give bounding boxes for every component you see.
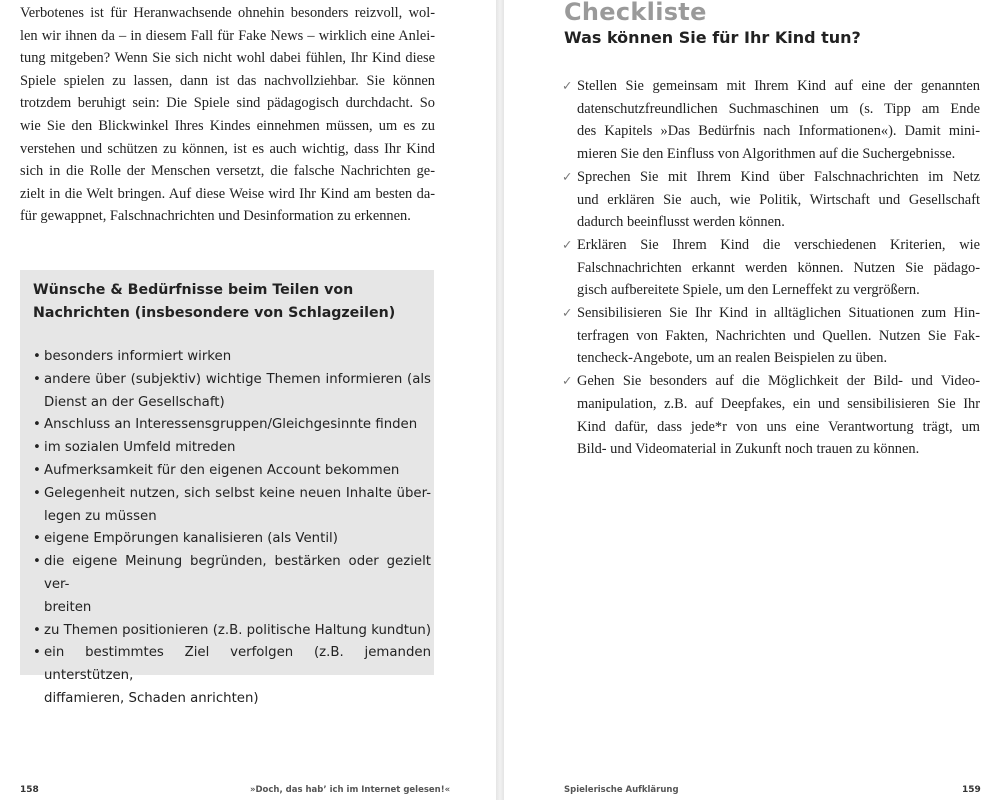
book-gutter — [496, 0, 504, 800]
info-box-item — [33, 437, 431, 460]
info-box-item — [33, 620, 431, 643]
info-box-item — [33, 642, 431, 710]
checklist-item-line: manipulation, z.B. auf Deepfakes, ein und sensibilisieren Sie Ihr — [577, 395, 980, 412]
info-box-item-line: ein bestimmtes Ziel verfolgen (z.B. jemanden unterstützen, — [44, 645, 431, 684]
info-box-title — [33, 279, 423, 325]
info-box-item — [33, 528, 431, 551]
bullet-icon: • — [33, 349, 41, 364]
running-head-left: »Doch, das hab’ ich im Internet gelesen!« — [250, 785, 451, 795]
page-number-right: 159 — [962, 785, 981, 795]
checkmark-icon: ✓ — [562, 168, 573, 184]
checkmark-icon: ✓ — [562, 373, 573, 389]
left-page — [0, 0, 496, 800]
info-box-item-line: zu Themen positionieren (z.B. politische Haltung kundtun) — [44, 622, 432, 638]
info-box-item-line: Dienst an der Gesellschaft) — [44, 394, 225, 410]
info-box-item-line: im sozialen Umfeld mitreden — [44, 440, 236, 456]
body-paragraph — [20, 2, 435, 228]
info-box-item-line: besonders informiert wirken — [44, 349, 232, 364]
checklist-item-line: Bild- und Videomaterial in Zukunft noch trauen zu können. — [577, 441, 920, 458]
bullet-icon: • — [33, 440, 41, 456]
checklist-item — [564, 75, 980, 166]
body-line: für gewappnet, Falschnachrichten und Desinformation zu erkennen. — [20, 208, 411, 225]
checkmark-icon: ✓ — [562, 78, 573, 93]
checklist — [564, 75, 980, 461]
body-line: wie Sie den Blickwinkel Ihres Kindes einnehmen müssen, um es zu — [20, 117, 435, 134]
bullet-icon: • — [33, 371, 41, 387]
checklist-item-line: Sprechen Sie mit Ihrem Kind über Falschnachrichten im Netz — [577, 168, 980, 185]
checklist-item-line: Erklären Sie Ihrem Kind die verschiedenen Kriterien, wie — [577, 236, 980, 253]
info-box-item-line: Aufmerksamkeit für den eigenen Account bekommen — [44, 462, 400, 478]
checklist-heading: Checkliste — [564, 0, 707, 26]
info-box-item-line: legen zu müssen — [44, 508, 157, 524]
bullet-icon: • — [33, 531, 41, 547]
checklist-item-line: Falschnachrichten erkannt werden können. Nutzen Sie pädago- — [577, 259, 980, 276]
info-box — [20, 270, 434, 706]
info-box-item — [33, 483, 431, 529]
running-head-right: Spielerische Aufklärung — [564, 785, 679, 795]
info-box-title-line: Nachrichten (insbesondere von Schlagzeilen) — [33, 305, 396, 321]
checkmark-icon: ✓ — [562, 236, 573, 252]
checklist-item-line: datenschutzfreundlichen Suchmaschinen um (s. Tipp am Ende — [577, 100, 980, 117]
body-line: Spiele spielen zu lassen, dann ist das nachvollziehbar. Sie können — [20, 72, 435, 89]
checklist-item — [564, 370, 980, 461]
bullet-icon: • — [33, 622, 41, 638]
body-line: len wir ihnen da – in diesem Fall für Fake News – wirklich eine Anlei- — [20, 27, 435, 44]
body-line: trotzdem beruhigt sein: Die Spiele sind pädagogisch durchdacht. So — [20, 95, 435, 112]
bullet-icon: • — [33, 645, 41, 661]
checklist-item-line: gisch aufbereitete Spiele, um den Lerneffekt zu vergrößern. — [577, 282, 920, 299]
info-box-item-line: breiten — [44, 599, 92, 615]
info-box-item-line: Anschluss an Interessensgruppen/Gleichgesinnte finden — [44, 417, 418, 433]
info-box-item-line: die eigene Meinung begründen, bestärken oder gezielt ver- — [44, 554, 431, 592]
info-box-item-line: eigene Empörungen kanalisieren (als Ventil) — [44, 531, 338, 547]
bullet-icon: • — [33, 462, 41, 478]
info-box-item — [33, 460, 431, 483]
checklist-item-line: dadurch beeinflusst werden können. — [577, 214, 785, 231]
body-line: verstehen und schützen zu können, ist es auch wichtig, dass Ihr Kind — [20, 140, 435, 157]
checklist-item — [564, 166, 980, 234]
checklist-item — [564, 234, 980, 302]
info-box-item-line: diffamieren, Schaden anrichten) — [44, 690, 259, 706]
checklist-item-line: terfragen von Fakten, Nachrichten und Quellen. Nutzen Sie Fak- — [577, 327, 980, 344]
checklist-item-line: Gehen Sie besonders auf die Möglichkeit der Bild- und Video- — [577, 373, 980, 390]
checklist-item — [564, 302, 980, 370]
right-page — [504, 0, 1000, 800]
body-line: sich in die Rolle der Menschen versetzt, die falsche Nachrichten ge- — [20, 163, 435, 180]
checklist-item-line: des Kapitels »Das Bedürfnis nach Informationen«). Damit mini- — [577, 123, 980, 140]
bullet-icon: • — [33, 554, 41, 570]
checklist-item-line: mieren Sie den Einfluss von Algorithmen auf die Suchergebnisse. — [577, 146, 956, 163]
checkmark-icon: ✓ — [562, 305, 573, 321]
body-line: zielt in die Welt bringen. Auf diese Weise wird Ihr Kind am besten da- — [20, 185, 435, 202]
checklist-item-line: Stellen Sie gemeinsam mit Ihrem Kind auf eine der genannten — [577, 78, 980, 94]
checklist-item-line: Kind dafür, dass jede*r von uns eine Verantwortung trägt, um — [577, 418, 980, 435]
info-box-item-line: Gelegenheit nutzen, sich selbst keine neuen Inhalte über- — [44, 485, 431, 501]
info-box-item — [33, 369, 431, 415]
info-box-item — [33, 551, 431, 619]
checklist-item-line: und erklären Sie auch, wie Politik, Wirtschaft und Gesellschaft — [577, 191, 980, 208]
info-box-item-line: andere über (subjektiv) wichtige Themen informieren (als — [44, 371, 431, 387]
info-box-item — [33, 414, 431, 437]
info-box-list — [33, 346, 431, 711]
info-box-title-line: Wünsche & Bedürfnisse beim Teilen von — [33, 282, 354, 298]
info-box-item — [33, 346, 431, 369]
checklist-subheading: Was können Sie für Ihr Kind tun? — [564, 28, 861, 47]
body-line: tung mitgeben? Wenn Sie sich nicht wohl dabei fühlen, Ihr Kind diese — [20, 50, 435, 67]
checklist-item-line: Sensibilisieren Sie Ihr Kind in alltäglichen Situationen zum Hin- — [577, 305, 980, 322]
page-number-left: 158 — [20, 785, 39, 795]
checklist-item-line: tencheck-Angebote, um an realen Beispielen zu üben. — [577, 350, 888, 367]
bullet-icon: • — [33, 485, 41, 501]
body-line: Verbotenes ist für Heranwachsende ohnehin besonders reizvoll, wol- — [20, 5, 435, 21]
bullet-icon: • — [33, 417, 41, 433]
